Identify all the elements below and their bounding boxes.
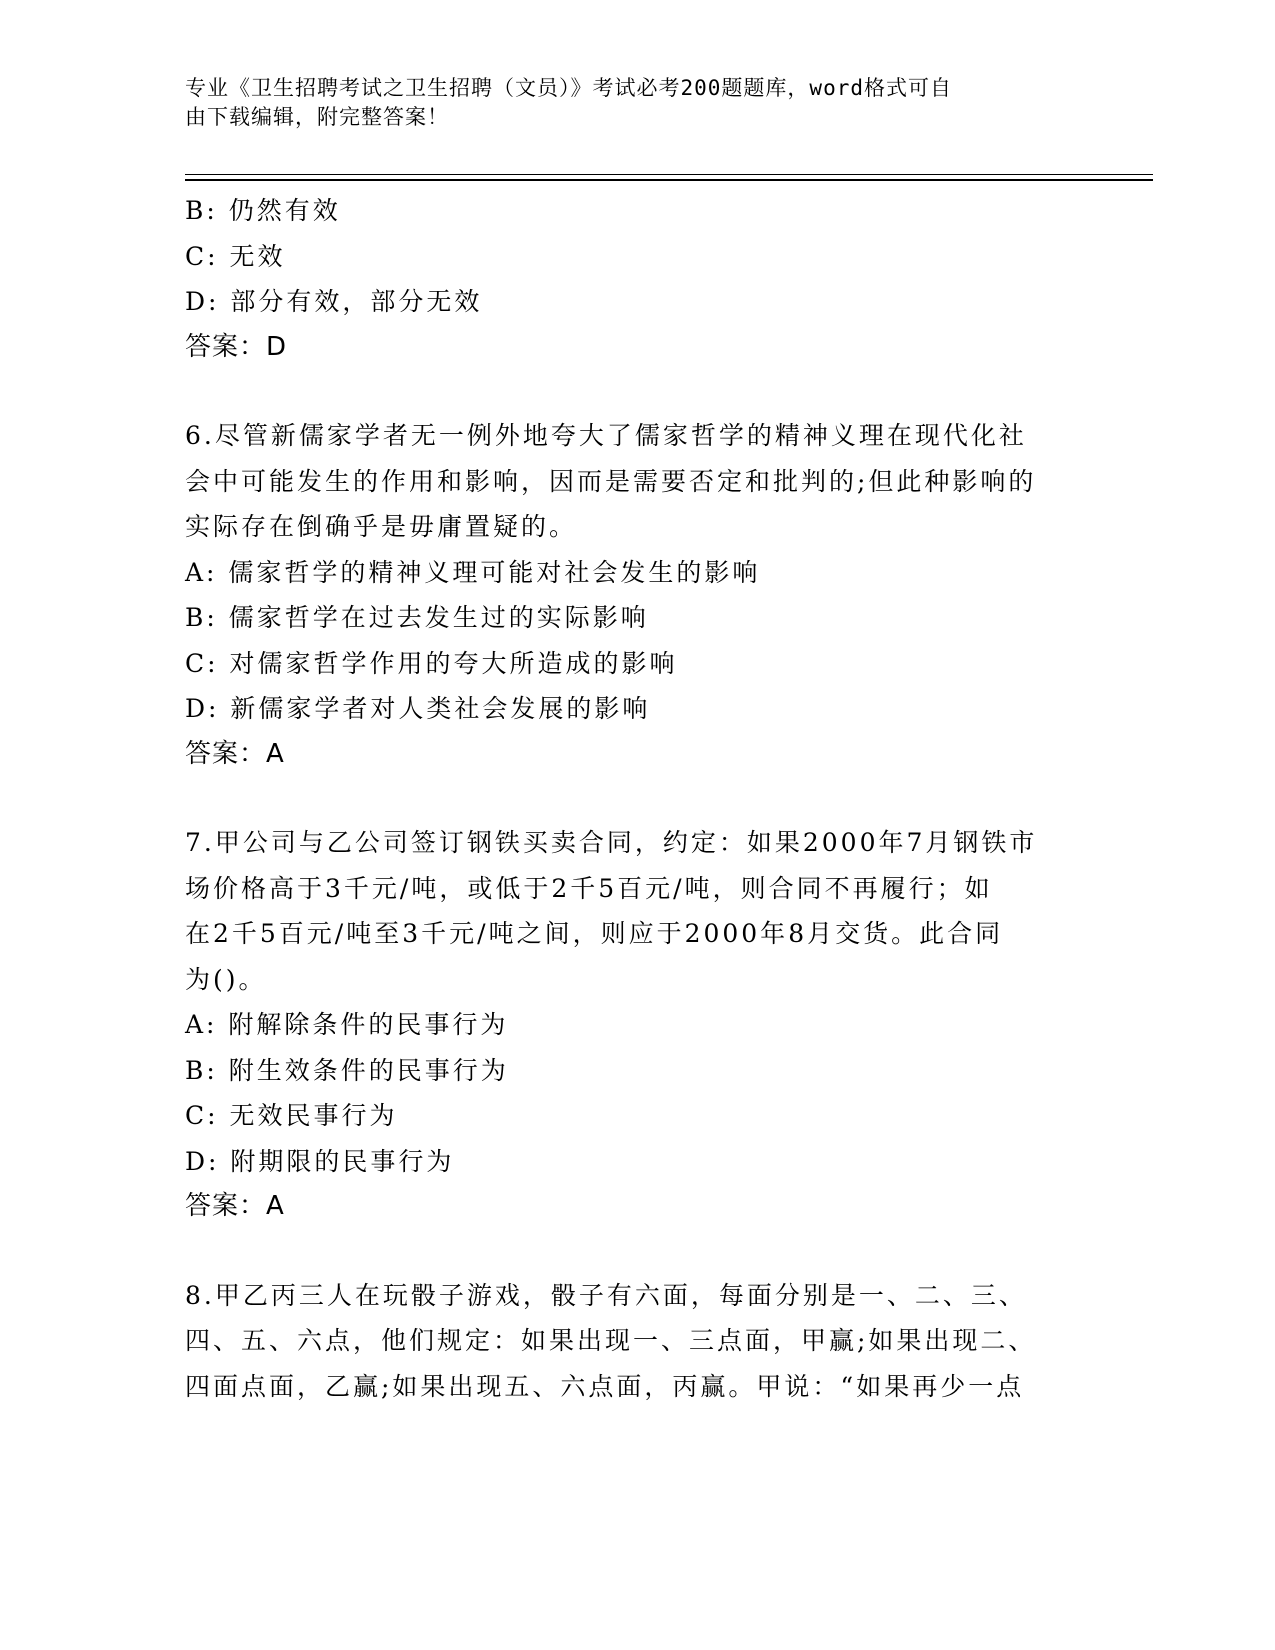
question-stem-line: 在2千5百元/吨至3千元/吨之间，则应于2000年8月交货。此合同 [185,919,1004,948]
question-stem-line: 四、五、六点，他们规定：如果出现一、三点面，甲赢;如果出现二、 [185,1326,1037,1355]
answer-line: 答案：A [185,738,285,769]
option-c: C: 对儒家哲学作用的夸大所造成的影响 [185,648,678,678]
question-7 [185,820,1085,1230]
option-d: D: 部分有效，部分无效 [185,287,483,316]
option-b: B: 儒家哲学在过去发生过的实际影响 [185,603,649,632]
question-stem-line: 场价格高于3千元/吨，或低于2千5百元/吨，则合同不再履行；如 [185,873,993,903]
document-header [185,74,1065,132]
question-stem-line: 四面点面，乙赢;如果出现五、六点面，丙赢。甲说：“如果再少一点 [185,1371,1025,1401]
question-stem-line: 6.尽管新儒家学者无一例外地夸大了儒家哲学的精神义理在现代化社 [185,421,1027,450]
document-body [185,188,1085,1409]
option-a: A: 附解除条件的民事行为 [185,1010,509,1039]
question-stem-line: 实际存在倒确乎是毋庸置疑的。 [185,512,578,541]
answer-line: 答案：A [185,1191,285,1221]
option-b: B: 仍然有效 [185,196,341,225]
option-c: C: 无效民事行为 [185,1101,398,1130]
header-line-2: 由下载编辑，附完整答案！ [185,105,449,129]
option-a: A: 儒家哲学的精神义理可能对社会发生的影响 [185,557,761,587]
header-line-1: 专业《卫生招聘考试之卫生招聘（文员）》考试必考200题题库，word格式可自 [185,76,952,100]
question-6 [185,413,1085,777]
question-stem-line: 7.甲公司与乙公司签订钢铁买卖合同，约定：如果2000年7月钢铁市 [185,828,1038,857]
question-5 [185,188,1085,370]
question-stem-line: 会中可能发生的作用和影响，因而是需要否定和批判的;但此种影响的 [185,466,1037,496]
option-d: D: 附期限的民事行为 [185,1146,455,1176]
option-b: B: 附生效条件的民事行为 [185,1055,509,1085]
header-divider-thin [185,174,1153,175]
question-stem-line: 为()。 [185,964,267,994]
question-stem-line: 8.甲乙丙三人在玩骰子游戏，骰子有六面，每面分别是一、二、三、 [185,1280,1027,1310]
answer-line: 答案：D [185,331,288,362]
option-d: D: 新儒家学者对人类社会发展的影响 [185,694,651,723]
option-c: C: 无效 [185,241,286,271]
header-divider-thick [185,179,1153,181]
question-8 [185,1273,1085,1410]
